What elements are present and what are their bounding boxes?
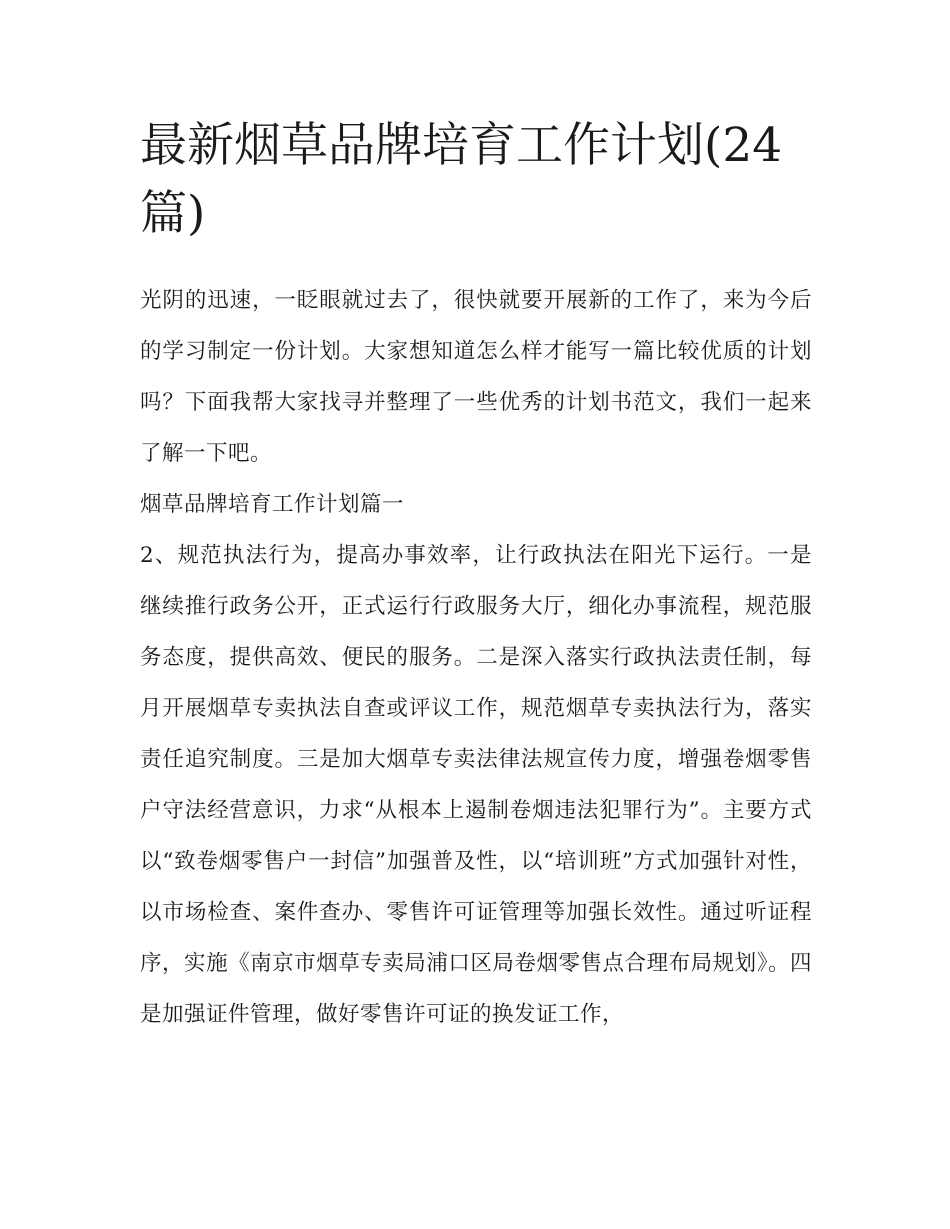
- section-heading: 烟草品牌培育工作计划篇一: [140, 492, 405, 517]
- body-paragraph: 2、规范执法行为，提高办事效率，让行政执法在阳光下运行。一是继续推行政务公开，正式运行行政服务大厅，细化办事流程，规范服务态度，提供高效、便民的服务。二是深入落实行政执法责任制，每月开展烟草专卖执法自查或评议工作，规范烟草专卖执法行为，落实责任追究制度。三是加大烟草专卖法律法规宣传力度，增强卷烟零售户守法经营意识，力求“从根本上遏制卷烟违法犯罪行为”。主要方式以“致卷烟零售户一封信”加强普及性，以“培训班”方式加强针对性，以市场检查、案件查办、零售许可证管理等加强长效性。通过听证程序，实施《南京市烟草专卖局浦口区局卷烟零售点合理布局规划》。四是加强证件管理，做好零售许可证的换发证工作，: [140, 543, 812, 1027]
- intro-paragraph: 光阴的迅速，一眨眼就过去了，很快就要开展新的工作了，来为今后的学习制定一份计划。大家想知道怎么样才能写一篇比较优质的计划吗？下面我帮大家找寻并整理了一些优秀的计划书范文，我们一起来了解一下吧。: [140, 288, 812, 466]
- document-content: [140, 112, 812, 1040]
- document-title: 最新烟草品牌培育工作计划(24篇): [140, 118, 783, 241]
